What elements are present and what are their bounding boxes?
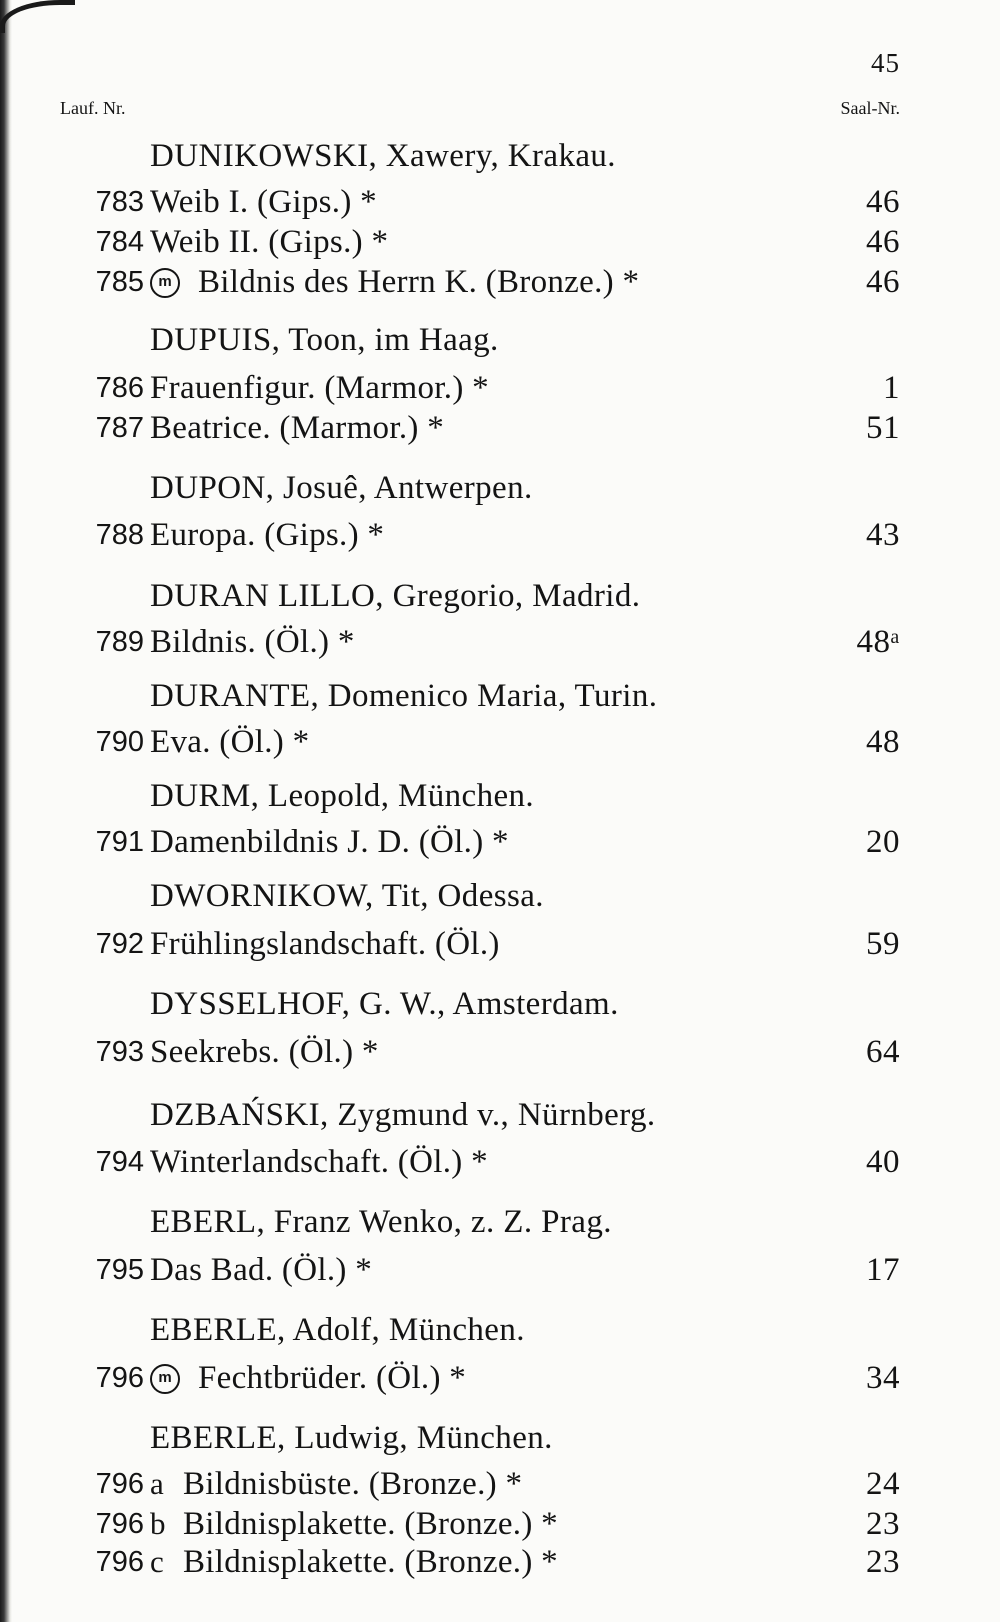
entry-saal-number: 64 bbox=[866, 1034, 900, 1070]
artist-name: DUNIKOWSKI, Xawery, Krakau. bbox=[150, 138, 616, 174]
entry-saal-number: 1 bbox=[883, 370, 900, 406]
entry-row bbox=[0, 1142, 1000, 1182]
entry-number: 795 bbox=[95, 1254, 144, 1286]
entry-title: Bildnisbüste. (Bronze.) * bbox=[183, 1466, 523, 1502]
entry-saal-number: 48 bbox=[866, 724, 900, 760]
entry-number: 796 bbox=[95, 1546, 144, 1578]
entry-number: 787 bbox=[95, 412, 144, 444]
entry-number: 796 bbox=[95, 1468, 144, 1500]
medal-icon: m bbox=[150, 268, 180, 298]
page-number: 45 bbox=[871, 48, 900, 78]
entry-suffix: a bbox=[150, 1466, 164, 1501]
artist-name: DURM, Leopold, München. bbox=[150, 778, 535, 814]
entry-number: 794 bbox=[95, 1146, 144, 1178]
artist-name: DURANTE, Domenico Maria, Turin. bbox=[150, 678, 658, 714]
entry-number: 784 bbox=[95, 226, 144, 258]
entry-row bbox=[0, 1542, 1000, 1582]
entry-row bbox=[0, 822, 1000, 862]
artist-name: DURAN LILLO, Gregorio, Madrid. bbox=[150, 578, 641, 614]
entry-row bbox=[0, 924, 1000, 964]
entry-title: Frauenfigur. (Marmor.) * bbox=[150, 370, 489, 406]
entry-saal-number: 59 bbox=[866, 926, 900, 962]
entry-row bbox=[0, 182, 1000, 222]
entry-row bbox=[0, 408, 1000, 448]
entry-saal-number: 34 bbox=[866, 1360, 900, 1396]
artist-name: EBERLE, Ludwig, München. bbox=[150, 1420, 553, 1456]
entry-row bbox=[0, 1250, 1000, 1290]
entry-row bbox=[0, 622, 1000, 662]
entry-title: Bildnis des Herrn K. (Bronze.) * bbox=[198, 264, 640, 300]
entry-title: Europa. (Gips.) * bbox=[150, 517, 385, 553]
entry-saal-number: 46 bbox=[866, 224, 900, 260]
entry-number: 786 bbox=[95, 372, 144, 404]
entry-title: Frühlingslandschaft. (Öl.) bbox=[150, 926, 500, 962]
entry-suffix: b bbox=[150, 1506, 166, 1541]
entry-title: Bildnisplakette. (Bronze.) * bbox=[183, 1506, 558, 1542]
artist-name: DUPUIS, Toon, im Haag. bbox=[150, 322, 499, 358]
entry-row bbox=[0, 368, 1000, 408]
entry-row bbox=[0, 1504, 1000, 1544]
entry-title: Weib I. (Gips.) * bbox=[150, 184, 377, 220]
entry-number: 789 bbox=[95, 626, 144, 658]
artist-name: DUPON, Josuê, Antwerpen. bbox=[150, 470, 533, 506]
entry-title: Seekrebs. (Öl.) * bbox=[150, 1034, 379, 1070]
entry-saal-number: 46 bbox=[866, 264, 900, 300]
column-header-lauf-nr: Lauf. Nr. bbox=[60, 98, 126, 118]
entry-number: 796 bbox=[95, 1362, 144, 1394]
medal-icon: m bbox=[150, 1364, 180, 1394]
entry-saal-number: 23 bbox=[866, 1506, 900, 1542]
entry-number: 791 bbox=[95, 826, 144, 858]
entry-row bbox=[0, 722, 1000, 762]
entry-row bbox=[0, 262, 1000, 302]
entry-saal-number: 40 bbox=[866, 1144, 900, 1180]
entry-saal-number: 17 bbox=[866, 1252, 900, 1288]
entry-saal-number: 46 bbox=[866, 184, 900, 220]
entry-title: Weib II. (Gips.) * bbox=[150, 224, 389, 260]
artist-name: DZBAŃSKI, Zygmund v., Nürnberg. bbox=[150, 1097, 656, 1133]
entry-row bbox=[0, 515, 1000, 555]
entry-title: Damenbildnis J. D. (Öl.) * bbox=[150, 824, 509, 860]
entry-title: Das Bad. (Öl.) * bbox=[150, 1252, 373, 1288]
entry-number: 785 bbox=[95, 266, 144, 298]
entry-saal-number: 51 bbox=[866, 410, 900, 446]
entry-number: 790 bbox=[95, 726, 144, 758]
entry-title: Winterlandschaft. (Öl.) * bbox=[150, 1144, 488, 1180]
artist-name: EBERL, Franz Wenko, z. Z. Prag. bbox=[150, 1204, 612, 1240]
entry-title: Fechtbrüder. (Öl.) * bbox=[198, 1360, 467, 1396]
entry-suffix: c bbox=[150, 1544, 164, 1579]
entry-row bbox=[0, 1032, 1000, 1072]
entry-saal-number: 20 bbox=[866, 824, 900, 860]
entry-row bbox=[0, 1358, 1000, 1398]
entry-number: 783 bbox=[95, 186, 144, 218]
entry-saal-number: 24 bbox=[866, 1466, 900, 1502]
entry-saal-number: 23 bbox=[866, 1544, 900, 1580]
entry-saal-number: 43 bbox=[866, 517, 900, 553]
entry-number: 792 bbox=[95, 928, 144, 960]
artist-name: DWORNIKOW, Tit, Odessa. bbox=[150, 878, 544, 914]
artist-name: EBERLE, Adolf, München. bbox=[150, 1312, 525, 1348]
entry-title: Beatrice. (Marmor.) * bbox=[150, 410, 445, 446]
entry-title: Bildnisplakette. (Bronze.) * bbox=[183, 1544, 558, 1580]
entry-number: 796 bbox=[95, 1508, 144, 1540]
entry-row bbox=[0, 222, 1000, 262]
entry-saal-number: 48ᵃ bbox=[856, 624, 900, 660]
column-header-saal-nr: Saal-Nr. bbox=[840, 98, 900, 118]
artist-name: DYSSELHOF, G. W., Amsterdam. bbox=[150, 986, 619, 1022]
entry-row bbox=[0, 1464, 1000, 1504]
entry-number: 793 bbox=[95, 1036, 144, 1068]
entry-number: 788 bbox=[95, 519, 144, 551]
entry-title: Bildnis. (Öl.) * bbox=[150, 624, 355, 660]
entry-title: Eva. (Öl.) * bbox=[150, 724, 310, 760]
